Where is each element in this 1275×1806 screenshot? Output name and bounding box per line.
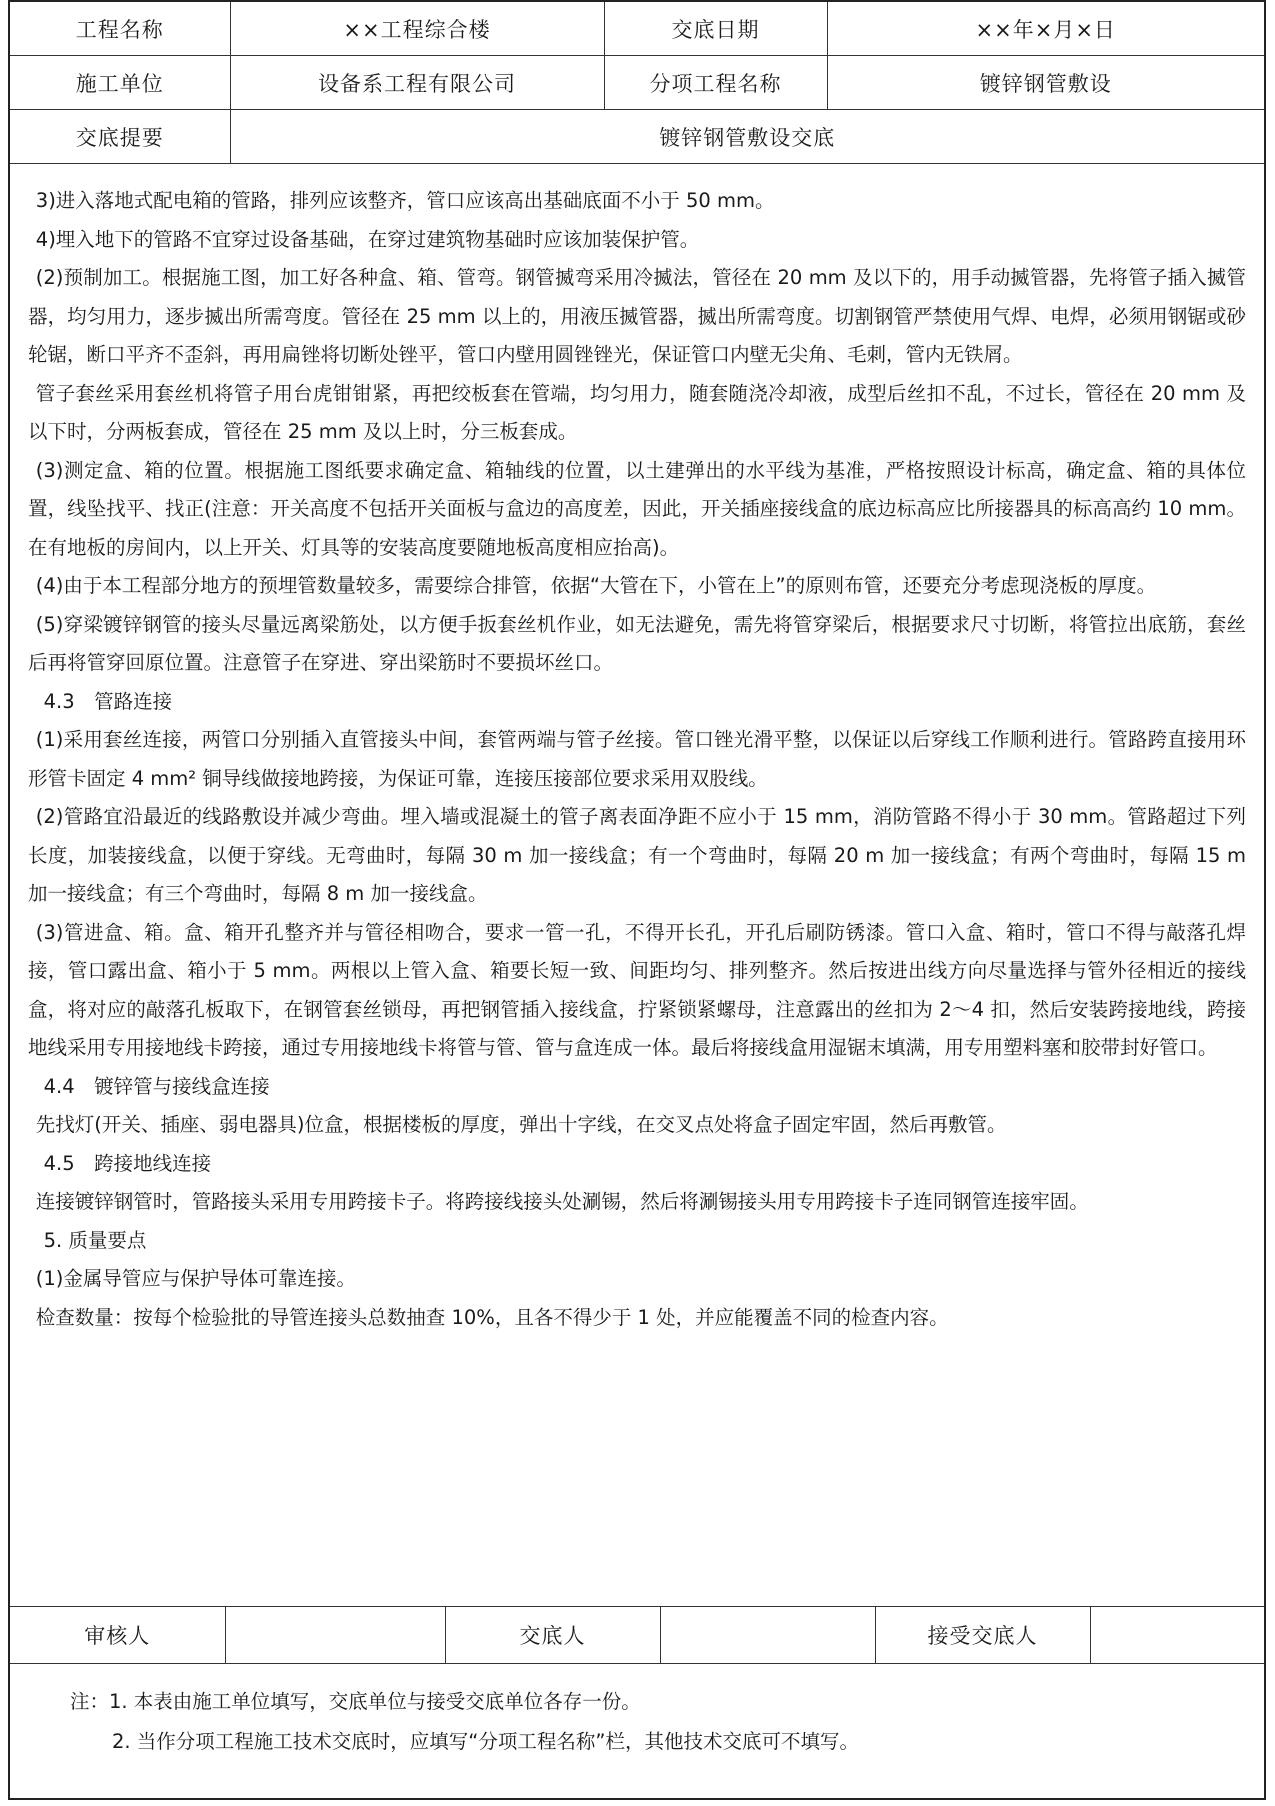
unit-label: 施工单位	[10, 56, 230, 110]
header-table	[10, 2, 1264, 164]
date-value: ××年×月×日	[827, 2, 1264, 56]
section-heading: 4.4 镀锌管与接线盒连接	[43, 1074, 270, 1098]
signature-table	[10, 1607, 1264, 1664]
paragraph: 4)埋入地下的管路不宜穿过设备基础，在穿过建筑物基础时应该加装保护管。	[35, 227, 700, 251]
reviewer-value[interactable]	[225, 1607, 445, 1664]
date-label: 交底日期	[604, 2, 827, 56]
disclosure-form	[8, 0, 1266, 1800]
paragraph: 3)进入落地式配电箱的管路，排列应该整齐，管口应该高出基础底面不小于 50 mm。	[35, 189, 775, 212]
signature-row	[10, 1607, 1264, 1664]
summary-value: 镀锌钢管敷设交底	[230, 110, 1264, 164]
paragraph: 先找灯(开关、插座、弱电器具)位盒，根据楼板的厚度，弹出十字线，在交叉点处将盒子固定牢固，然后再敷管。	[35, 1113, 1007, 1136]
paragraph: 连接镀锌钢管时，管路接头采用专用跨接卡子。将跨接线接头处涮锡，然后将涮锡接头用专用跨接卡子连同钢管连接牢固。	[35, 1190, 1089, 1213]
paragraph: (2)管路宜沿最近的线路敷设并减少弯曲。埋入墙或混凝土的管子离表面净距不应小于 15 mm，消防管路不得小于 30 mm。管路超过下列长度，加装接线盒，以便于穿线。无弯曲时，每隔 30 m 加一接线盒；有一个弯曲时，每隔 20 m 加一接线盒；有两个弯曲时，每隔 15 m 加一接线盒；有三个弯曲时，每隔 8 m 加一接线盒。	[28, 805, 1246, 905]
note-1: 注：1. 本表由施工单位填写，交底单位与接受交底单位各存一份。	[70, 1690, 641, 1713]
paragraph: 管子套丝采用套丝机将管子用台虎钳钳紧，再把绞板套在管端，均匀用力，随套随浇冷却液，成型后丝扣不乱，不过长，管径在 20 mm 及以下时，分两板套成，管径在 25 mm 及以上时，分三板套成。	[28, 381, 1246, 443]
paragraph: (2)预制加工。根据施工图，加工好各种盒、箱、管弯。钢管揻弯采用冷揻法，管径在 20 mm 及以下的，用手动揻管器，先将管子插入揻管器，均匀用力，逐步揻出所需弯度。管径在 25 mm 以上的，用液压揻管器，揻出所需弯度。切割钢管严禁使用气焊、电焊，必须用钢锯或砂轮锯，断口平齐不歪斜，再用扁锉将切断处锉平，管口内壁用圆锉锉光，保证管口内壁无尖角、毛刺，管内无铁屑。	[28, 266, 1246, 366]
paragraph: (3)管进盒、箱。盒、箱开孔整齐并与管径相吻合，要求一管一孔，不得开长孔，开孔后刷防锈漆。管口入盒、箱时，管口不得与敲落孔焊接，管口露出盒、箱小于 5 mm。两根以上管入盒、箱要长短一致、间距均匀、排列整齐。然后按进出线方向尽量选择与管外径相近的接线盒，将对应的敲落孔板取下，在钢管套丝锁母，再把钢管插入接线盒，拧紧锁紧螺母，注意露出的丝扣为 2～4 扣，然后安装跨接地线，跨接地线采用专用接地线卡跨接，通过专用接地线卡将管与管、管与盒连成一体。最后将接线盒用湿锯末填满，用专用塑料塞和胶带封好管口。	[28, 920, 1246, 1059]
section-heading: 4.5 跨接地线连接	[43, 1151, 212, 1175]
subproject-value: 镀锌钢管敷设	[827, 56, 1264, 110]
paragraph: (4)由于本工程部分地方的预埋管数量较多，需要综合排管，依据“大管在下，小管在上”的原则布管，还要充分考虑现浇板的厚度。	[35, 574, 1157, 597]
notes	[10, 1664, 1264, 1762]
discloser-value[interactable]	[660, 1607, 875, 1664]
section-heading: 5. 质量要点	[43, 1228, 147, 1252]
header-row-1	[10, 2, 1264, 56]
unit-value: 设备系工程有限公司	[230, 56, 604, 110]
subproject-label: 分项工程名称	[604, 56, 827, 110]
project-name-label: 工程名称	[10, 2, 230, 56]
paragraph: (5)穿梁镀锌钢管的接头尽量远离梁筋处，以方便手扳套丝机作业，如无法避免，需先将管穿梁后，根据要求尺寸切断，将管拉出底筋，套丝后再将管穿回原位置。注意管子在穿进、穿出梁筋时不要损坏丝口。	[28, 612, 1246, 674]
paragraph: (1)金属导管应与保护导体可靠连接。	[35, 1267, 356, 1290]
header-row-3	[10, 110, 1264, 164]
paragraph: (3)测定盒、箱的位置。根据施工图纸要求确定盒、箱轴线的位置，以土建弹出的水平线为基准，严格按照设计标高，确定盒、箱的具体位置，线坠找平、找正(注意：开关高度不包括开关面板与盒边的高度差，因此，开关插座接线盒的底边标高应比所接器具的标高高约 10 mm。在有地板的房间内，以上开关、灯具等的安装高度要随地板高度相应抬高)。	[28, 458, 1246, 559]
summary-label: 交底提要	[10, 110, 230, 164]
paragraph: (1)采用套丝连接，两管口分别插入直管接头中间，套管两端与管子丝接。管口锉光滑平整，以保证以后穿线工作顺利进行。管路跨直接用环形管卡固定 4 mm² 铜导线做接地跨接，为保证可靠，连接压接部位要求采用双股线。	[28, 728, 1246, 790]
project-name-value: ××工程综合楼	[230, 2, 604, 56]
discloser-label: 交底人	[445, 1607, 660, 1664]
disclosure-content	[10, 164, 1264, 1607]
receiver-value[interactable]	[1090, 1607, 1264, 1664]
reviewer-label: 审核人	[10, 1607, 225, 1664]
receiver-label: 接受交底人	[875, 1607, 1090, 1664]
section-heading: 4.3 管路连接	[43, 689, 173, 713]
paragraph: 检查数量：按每个检验批的导管连接头总数抽查 10%，且各不得少于 1 处，并应能覆盖不同的检查内容。	[35, 1305, 949, 1329]
note-2: 2. 当作分项工程施工技术交底时，应填写“分项工程名称”栏，其他技术交底可不填写。	[112, 1730, 860, 1753]
header-row-2	[10, 56, 1264, 110]
